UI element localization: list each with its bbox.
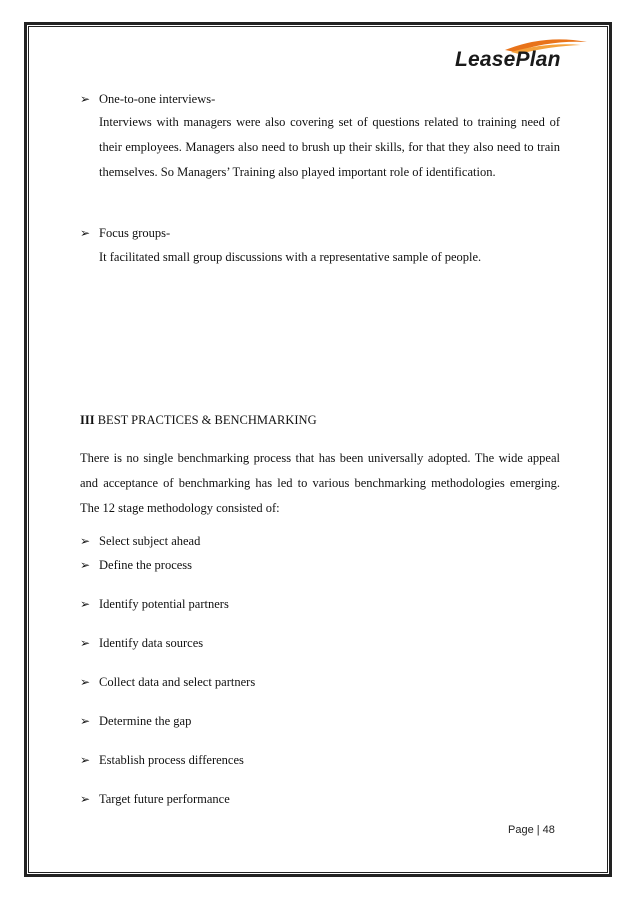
arrow-bullet-icon: ➢ [80,636,91,650]
step-label: Determine the gap [99,714,192,728]
list-item [80,597,229,612]
step-label: Target future performance [99,792,230,806]
interviews-body: Interviews with managers were also covering set of questions related to training need of their employees. Managers also need to brush up their skills, for that they also need to train themselves. So Managers’ Training also played important role of identification. [99,115,560,179]
arrow-bullet-icon: ➢ [80,597,91,611]
interviews-title: One-to-one interviews- [99,92,216,106]
page-number: Page | 48 [508,824,555,836]
arrow-bullet-icon: ➢ [80,714,91,728]
focus-groups-body: It facilitated small group discussions with a representative sample of people. [99,250,482,264]
leaseplan-logo [455,36,590,76]
list-item [80,792,230,807]
list-item [80,753,244,768]
focus-groups-title: Focus groups- [99,226,171,240]
list-item [80,714,191,729]
section-title: BEST PRACTICES & BENCHMARKING [97,413,317,427]
section-heading [80,413,317,428]
list-item [80,534,200,549]
arrow-bullet-icon: ➢ [80,534,91,548]
arrow-bullet-icon: ➢ [80,92,91,106]
step-label: Select subject ahead [99,534,201,548]
list-item [80,675,255,690]
arrow-bullet-icon: ➢ [80,226,91,240]
arrow-bullet-icon: ➢ [80,675,91,689]
logo-text: LeasePlan [455,48,561,71]
step-label: Identify potential partners [99,597,229,611]
arrow-bullet-icon: ➢ [80,792,91,806]
benchmark-intro: There is no single benchmarking process that has been universally adopted. The wide appeal and acceptance of benchmarking has led to various benchmarking methodologies emerging. The 12 stage methodology consisted of: [80,451,560,515]
bullet-focus-groups [80,226,170,241]
step-label: Establish process differences [99,753,244,767]
arrow-bullet-icon: ➢ [80,753,91,767]
bullet-interviews [80,92,215,107]
step-label: Collect data and select partners [99,675,256,689]
arrow-bullet-icon: ➢ [80,558,91,572]
list-item [80,558,192,573]
step-label: Define the process [99,558,193,572]
section-numeral: III [80,413,95,427]
step-label: Identify data sources [99,636,204,650]
list-item [80,636,203,651]
